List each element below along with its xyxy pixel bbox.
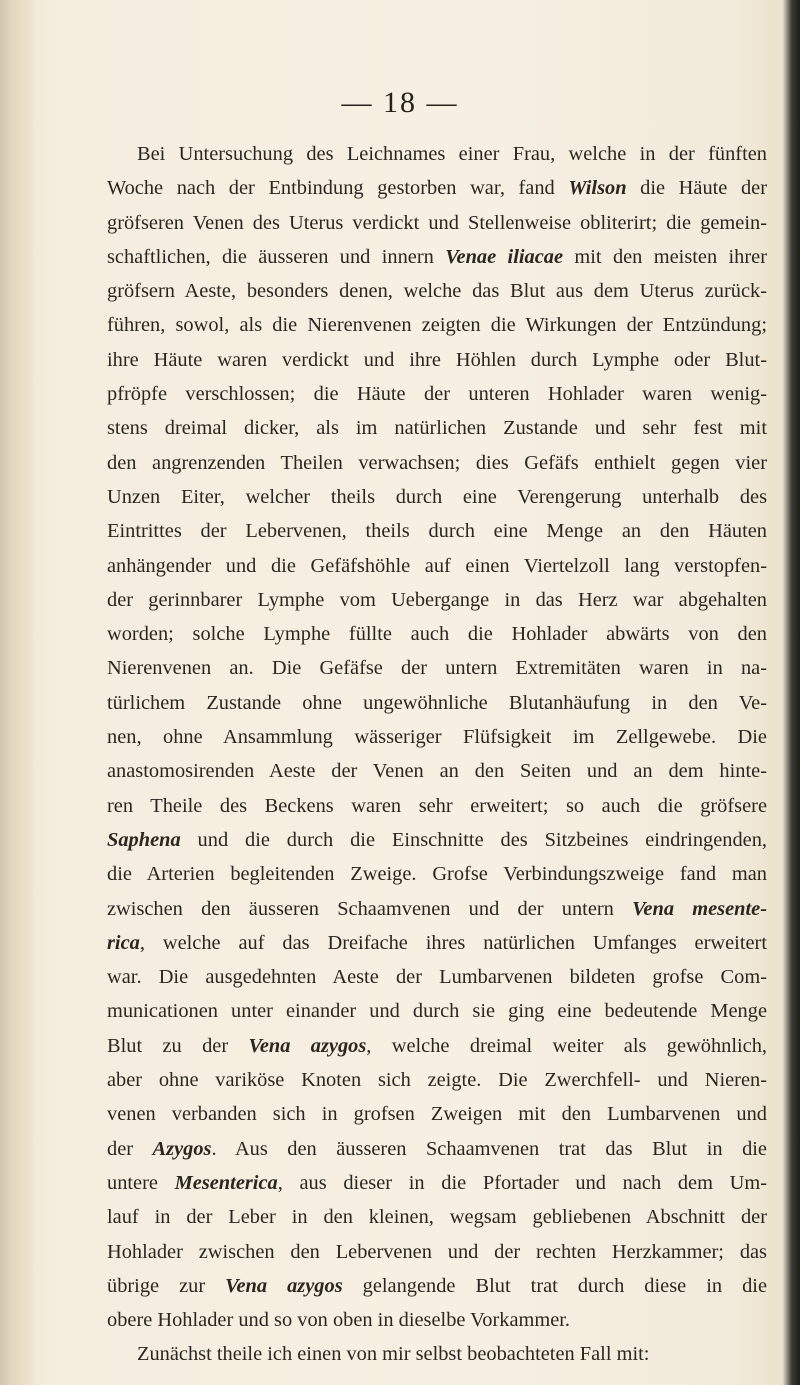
text-line: stens dreimal dicker, als im natürlichen Zustande und sehr fest mit	[107, 417, 767, 440]
text-line: ren Theile des Beckens waren sehr erweitert; so auch die gröfsere	[107, 794, 767, 817]
emphasis-term: Vena azygos	[225, 1274, 343, 1297]
text-line: der gerinnbarer Lymphe vom Uebergange in das Herz war abgehalten	[107, 588, 767, 611]
text-line: gröfsern Aeste, besonders denen, welche das Blut aus dem Uterus zurück-	[107, 280, 767, 303]
text-line: municationen unter einander und durch sie ging eine bedeutende Menge	[107, 1000, 767, 1023]
page-binding-shadow	[0, 0, 34, 1385]
text-line: führen, sowol, als die Nierenvenen zeigten die Wirkungen der Entzündung;	[107, 314, 767, 337]
text-line: aber ohne variköse Knoten sich zeigte. Die Zwerchfell- und Nieren-	[107, 1069, 767, 1092]
text-line: Blut zu der Vena azygos, welche dreimal weiter als gewöhnlich,	[107, 1034, 768, 1057]
text-line: anhängender und die Gefäfshöhle auf einen Viertelzoll lang verstopfen-	[107, 554, 767, 577]
text-line: rica, welche auf das Dreifache ihres natürlichen Umfanges erweitert	[107, 931, 767, 954]
text-line: übrige zur Vena azygos gelangende Blut trat durch diese in die	[107, 1274, 767, 1297]
emphasis-name: Wilson	[568, 177, 627, 200]
text-line: den angrenzenden Theilen verwachsen; dies Gefäfs enthielt gegen vier	[107, 451, 767, 474]
text-line: schaftlichen, die äusseren und innern Venae iliacae mit den meisten ihrer	[107, 245, 768, 268]
body-paragraph	[107, 137, 767, 1372]
text-line: der Azygos. Aus den äusseren Schaamvenen trat das Blut in die	[107, 1137, 767, 1160]
text-line: Saphena und die durch die Einschnitte des Sitzbeines eindringenden,	[107, 828, 767, 851]
emphasis-term: Mesenterica	[174, 1171, 278, 1194]
text-line: türlichem Zustande ohne ungewöhnliche Blutanhäufung in den Ve-	[107, 691, 767, 714]
page-number: — 18 —	[341, 86, 459, 119]
emphasis-term: Vena azygos	[248, 1034, 367, 1057]
text-line: Unzen Eiter, welcher theils durch eine Verengerung unterhalb des	[107, 485, 767, 508]
text-line: untere Mesenterica, aus dieser in die Pfortader und nach dem Um-	[107, 1171, 768, 1194]
text-line: Bei Untersuchung des Leichnames einer Frau, welche in der fünften	[137, 143, 767, 165]
text-line: zwischen den äusseren Schaamvenen und der untern Vena mesente-	[107, 897, 767, 920]
page-edge-shadow	[782, 0, 800, 1385]
text-line: gröfseren Venen des Uterus verdickt und Stellenweise obliterirt; die gemein-	[107, 211, 767, 234]
text-line: lauf in der Leber in den kleinen, wegsam gebliebenen Abschnitt der	[107, 1206, 767, 1229]
text-line: Hohlader zwischen den Lebervenen und der rechten Herzkammer; das	[107, 1240, 767, 1263]
text-line: Eintrittes der Lebervenen, theils durch eine Menge an den Häuten	[107, 520, 767, 543]
text-line: Zunächst theile ich einen von mir selbst beobachteten Fall mit:	[137, 1343, 650, 1366]
text-line: Nierenvenen an. Die Gefäfse der untern Extremitäten waren in na-	[107, 657, 767, 680]
emphasis-term: Azygos	[152, 1137, 212, 1160]
text-line: pfröpfe verschlossen; die Häute der unteren Hohlader waren wenig-	[107, 383, 767, 406]
text-line: worden; solche Lymphe füllte auch die Hohlader abwärts von den	[107, 623, 767, 646]
text-line: ihre Häute waren verdickt und ihre Höhlen durch Lymphe oder Blut-	[107, 348, 767, 371]
text-line: Woche nach der Entbindung gestorben war, fand Wilson die Häute der	[107, 177, 767, 200]
emphasis-term: Saphena	[107, 828, 181, 851]
emphasis-term: Venae iliacae	[445, 245, 564, 268]
text-line: war. Die ausgedehnten Aeste der Lumbarvenen bildeten grofse Com-	[107, 966, 767, 989]
text-line: nen, ohne Ansammlung wässeriger Flüfsigkeit im Zellgewebe. Die	[107, 726, 767, 749]
text-line: obere Hohlader und so von oben in dieselbe Vorkammer.	[107, 1309, 571, 1332]
text-line: die Arterien begleitenden Zweige. Grofse Verbindungszweige fand man	[107, 863, 767, 886]
text-line: venen verbanden sich in grofsen Zweigen mit den Lumbarvenen und	[107, 1103, 767, 1126]
text-line: anastomosirenden Aeste der Venen an den Seiten und an dem hinte-	[107, 760, 767, 783]
emphasis-term: Vena mesente-	[632, 897, 767, 920]
emphasis-term: rica	[107, 931, 140, 954]
